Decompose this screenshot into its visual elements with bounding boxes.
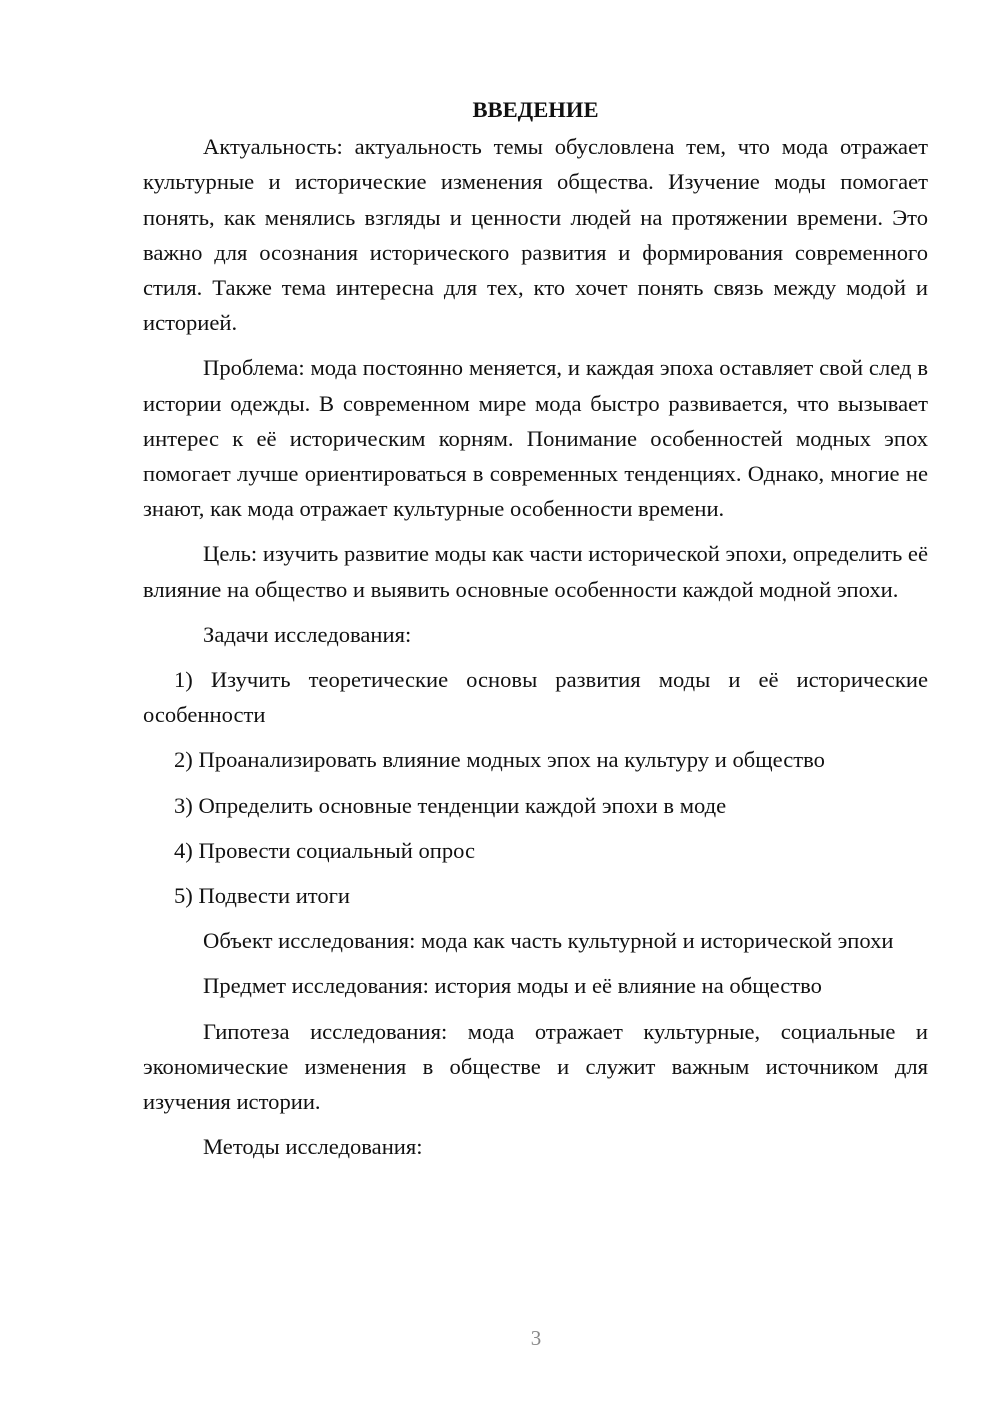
paragraph-object: Объект исследования: мода как часть культурной и исторической эпохи <box>203 928 894 954</box>
tasks-heading: Задачи исследования: <box>203 621 412 647</box>
paragraph-problem: Проблема: мода постоянно меняется, и каждая эпоха оставляет свой след в истории одежды. В современном мире мода быстро развивается, что вызывает интерес к её историческим корням. Понимание особенностей модных эпох помогает лучше ориентироваться в современных тенденциях. Однако, многие не знают, как мода отражает культурные особенности времени. <box>143 355 928 522</box>
page-number: 3 <box>530 1326 542 1350</box>
task-item-5: 5) Подвести итоги <box>174 883 351 909</box>
task-item-3: 3) Определить основные тенденции каждой эпохи в моде <box>174 792 727 818</box>
page-title: ВВЕДЕНИЕ <box>472 97 599 122</box>
task-item-4: 4) Провести социальный опрос <box>174 837 476 863</box>
paragraph-subject: Предмет исследования: история моды и её влияние на общество <box>203 973 822 999</box>
task-item-1: 1) Изучить теоретические основы развития моды и её исторические особенности <box>143 667 928 728</box>
paragraph-hypothesis: Гипотеза исследования: мода отражает культурные, социальные и экономические изменения в обществе и служит важным источником для изучения истории. <box>143 1018 928 1115</box>
task-item-2: 2) Проанализировать влияние модных эпох на культуру и общество <box>174 747 825 773</box>
page-content <box>143 92 928 1174</box>
paragraph-goal: Цель: изучить развитие моды как части исторической эпохи, определить её влияние на общество и выявить основные особенности каждой модной эпохи. <box>143 541 928 602</box>
methods-heading: Методы исследования: <box>203 1134 423 1160</box>
paragraph-relevance: Актуальность: актуальность темы обусловлена тем, что мода отражает культурные и исторические изменения общества. Изучение моды помогает понять, как менялись взгляды и ценности людей на протяжении времени. Это важно для осознания исторического развития и формирования современного стиля. Также тема интересна для тех, кто хочет понять связь между модой и историей. <box>143 134 928 336</box>
